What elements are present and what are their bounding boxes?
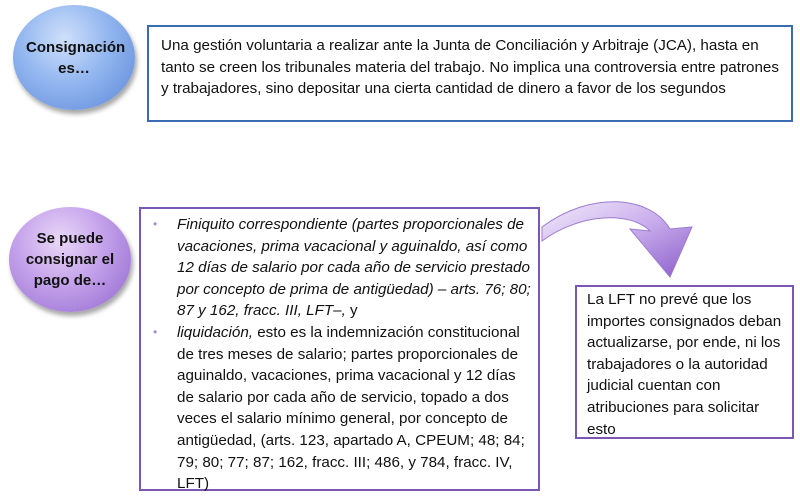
note-box: [575, 285, 794, 439]
item-emphasis: liquidación,: [177, 323, 253, 341]
concept-oval-pago: [9, 207, 131, 312]
concept-oval-consignacion: [13, 5, 135, 110]
oval-label: Consignación es…: [26, 38, 126, 77]
payment-items-box: [139, 207, 540, 491]
oval-label: Se puede consignar el pago de…: [25, 230, 115, 289]
payment-items-list: [153, 214, 532, 495]
bullet-icon: •: [153, 217, 158, 231]
list-item: [153, 322, 532, 495]
definition-text: Una gestión voluntaria a realizar ante la Junta de Conciliación y Arbitraje (JCA), hasta en tanto se creen los tribunales materia del trabajo. No implica una controversia entre patrones y trabajadores, sino depositar una cierta cantidad de dinero a favor de los segundos: [161, 37, 779, 98]
bullet-icon: •: [153, 324, 158, 339]
definition-box: [147, 25, 793, 122]
item-emphasis: Finiquito correspondiente (partes proporcionales de vacaciones, prima vacacional y aguinaldo, así como 12 días de salario por cada año de servicio prestado por concepto de prima de antigüedad) – arts. 76; 80; 87 y 162, fracc. III, LFT–,: [177, 216, 531, 320]
list-item: [153, 214, 532, 322]
note-text: La LFT no prevé que los importes consignados deban actualizarse, por ende, ni los trabajadores o la autoridad judicial cuentan con atribuciones para solicitar esto: [587, 291, 782, 438]
item-text: esto es la indemnización constitucional de tres meses de salario; partes proporcionales de aguinaldo, vacaciones, prima vacacional y 12 días de salario por cada año de servicio, topado a dos veces el salario mínimo general, por concepto de antigüedad, (arts. 123, apartado A, CPEUM; 48; 84; 79; 80; 77; 87; 162, fracc. III; 486, y 784, fracc. IV, LFT): [177, 323, 525, 493]
curved-arrow-icon: [520, 195, 720, 295]
item-text: y: [345, 302, 358, 320]
